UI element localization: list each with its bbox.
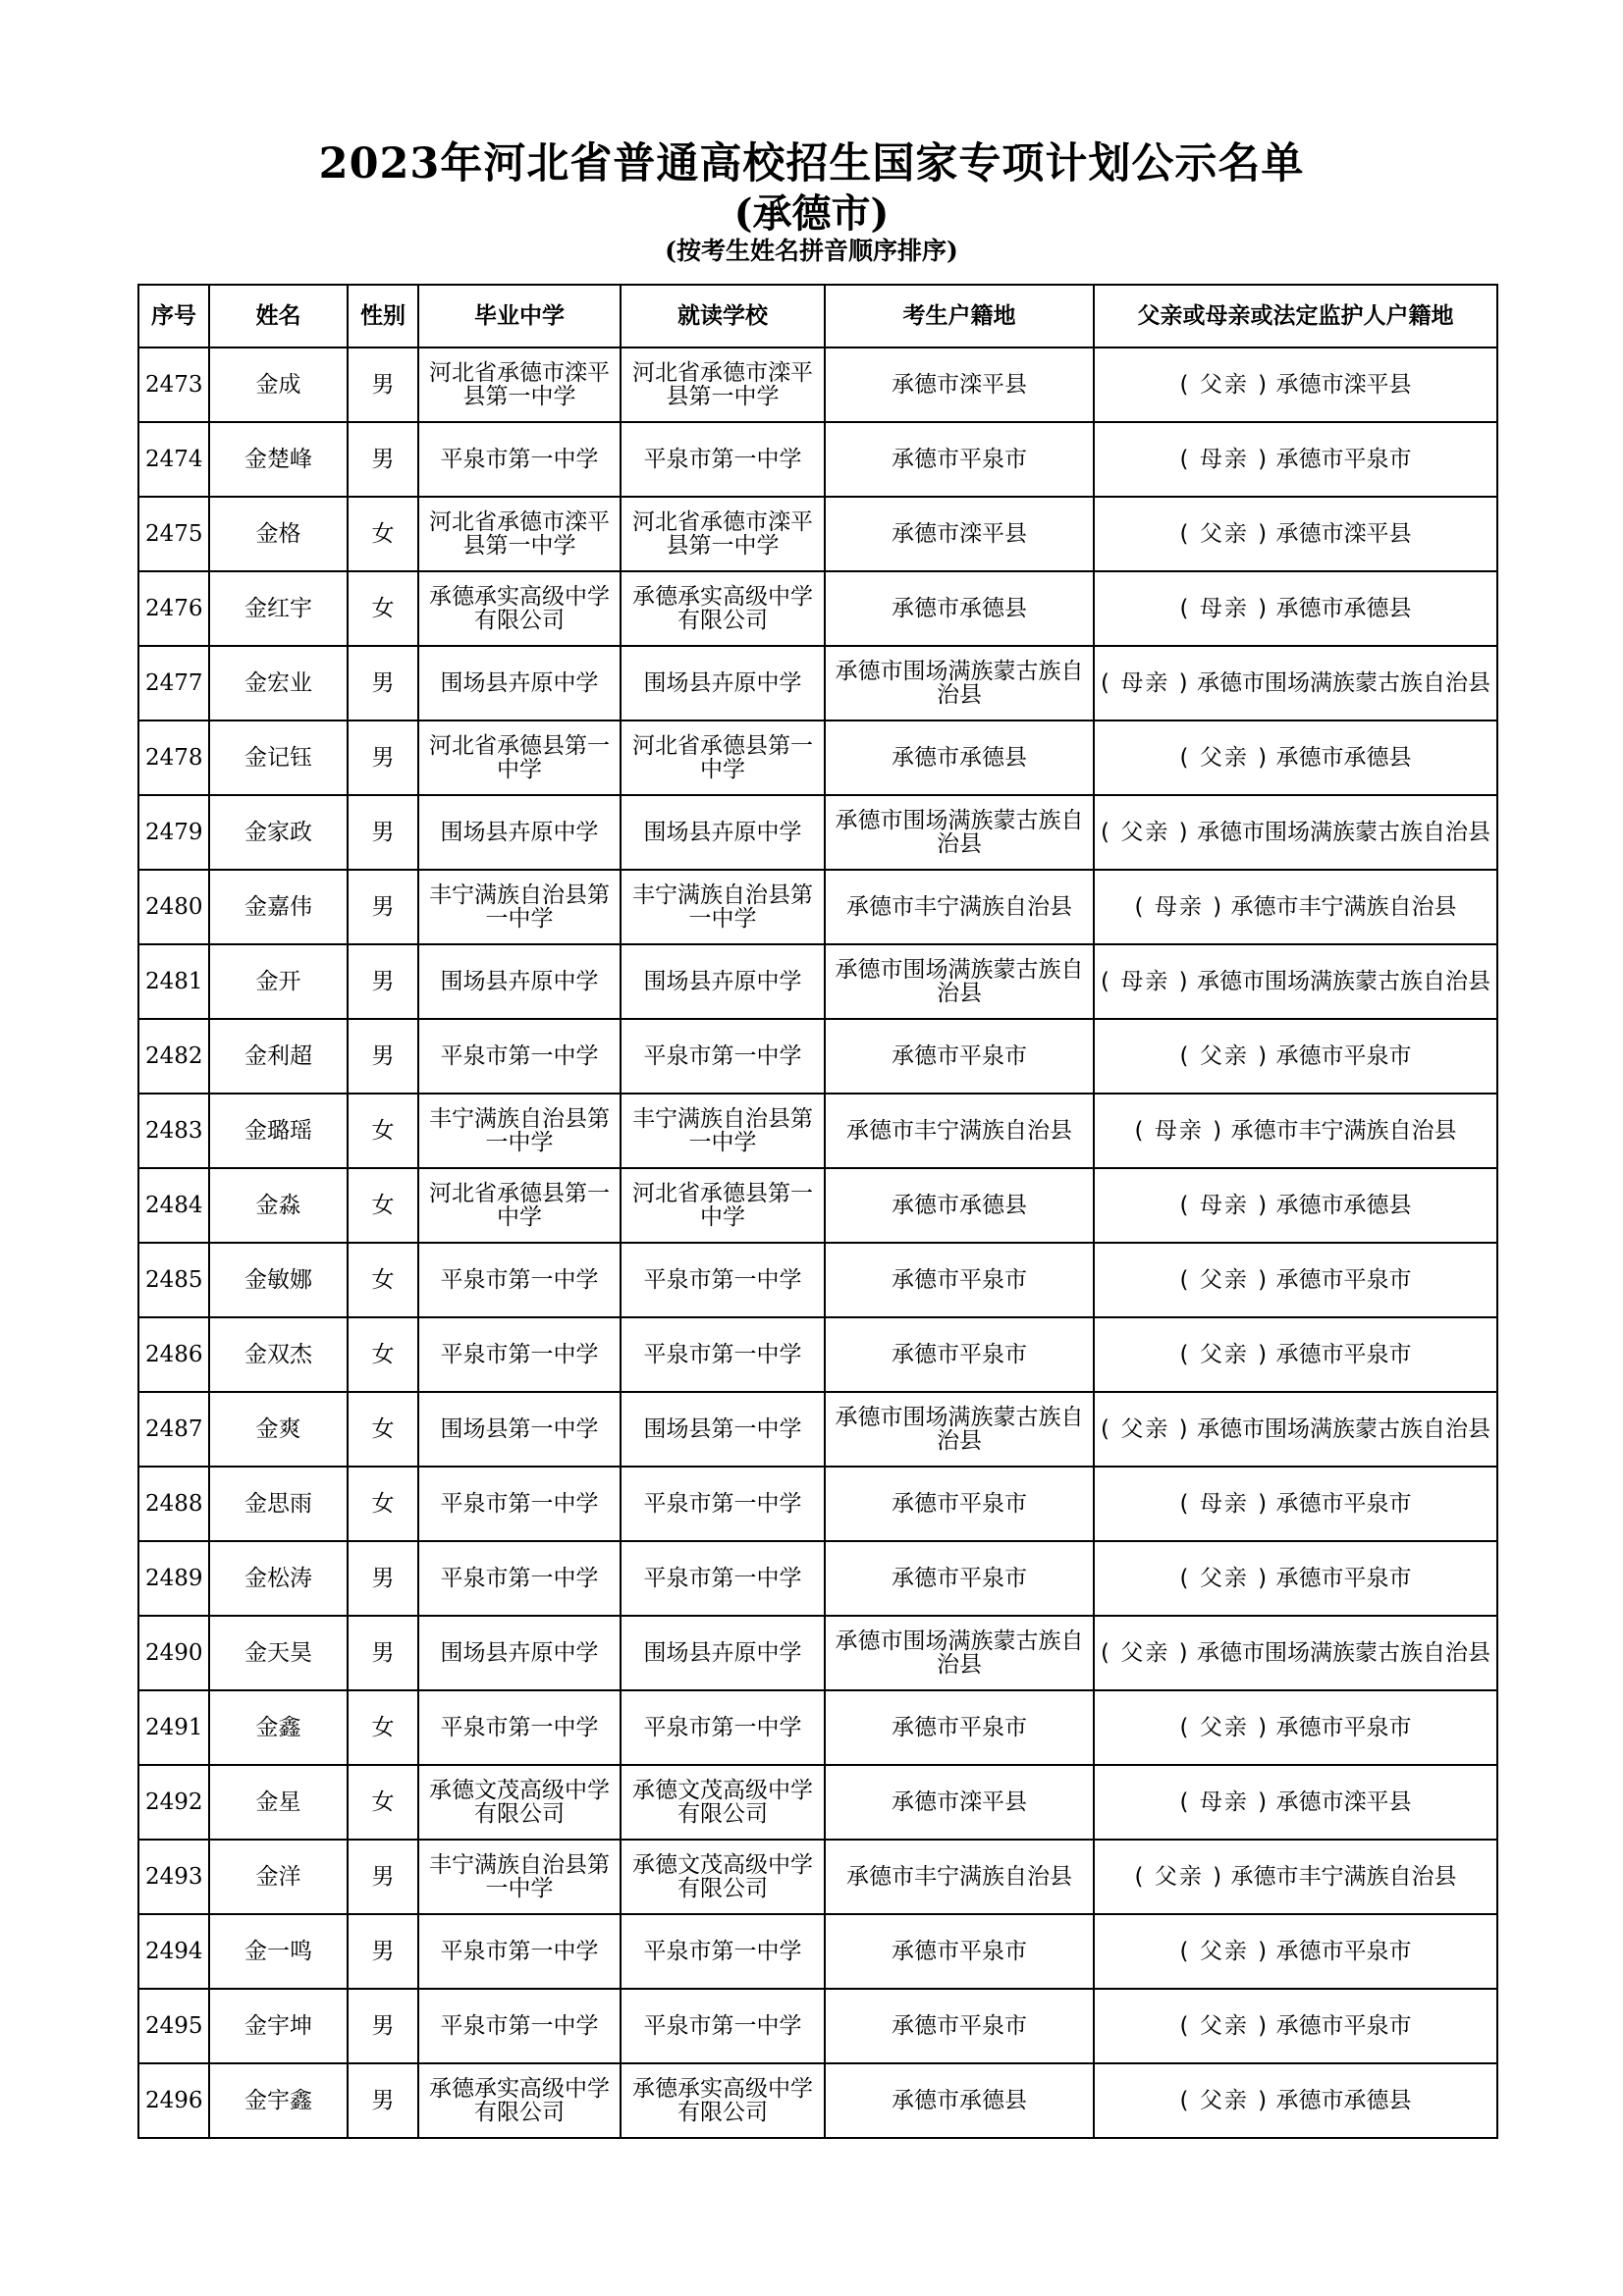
table-row: [138, 646, 1497, 721]
guardian-hukou: 承德市围场满族蒙古族自治县: [1196, 670, 1490, 696]
guardian-hukou: 承德市平泉市: [1275, 2013, 1412, 2039]
table-row: [138, 721, 1497, 795]
cell-study-school: 河北省承德县第一中学: [621, 1168, 825, 1243]
table-row: [138, 1616, 1497, 1690]
cell-study-school: 平泉市第一中学: [621, 1243, 825, 1317]
cell-seq: 2486: [138, 1317, 209, 1392]
cell-grad-school: 平泉市第一中学: [418, 1243, 621, 1317]
guardian-relation: ( 父亲 ): [1179, 2088, 1270, 2113]
guardian-relation: ( 母亲 ): [1179, 1491, 1270, 1517]
cell-name: 金记钰: [209, 721, 348, 795]
cell-hukou: 承德市平泉市: [825, 1019, 1094, 1094]
guardian-hukou: 承德市围场满族蒙古族自治县: [1196, 969, 1490, 994]
cell-gender: 女: [348, 1392, 418, 1467]
guardian-relation: ( 父亲 ): [1101, 820, 1190, 845]
guardian-relation: ( 父亲 ): [1179, 1939, 1270, 1964]
cell-hukou: 承德市平泉市: [825, 1914, 1094, 1989]
cell-study-school: 河北省承德市滦平县第一中学: [621, 347, 825, 422]
cell-guardian: [1094, 1765, 1497, 1840]
guardian-relation: ( 父亲 ): [1179, 1267, 1270, 1293]
guardian-hukou: 承德市滦平县: [1275, 1789, 1412, 1815]
cell-hukou: 承德市围场满族蒙古族自治县: [825, 1392, 1094, 1467]
cell-name: 金璐瑶: [209, 1094, 348, 1168]
table-row: [138, 1243, 1497, 1317]
table-row: [138, 497, 1497, 571]
table-row: [138, 870, 1497, 944]
cell-seq: 2488: [138, 1467, 209, 1541]
table-row: [138, 1989, 1497, 2063]
cell-name: 金成: [209, 347, 348, 422]
cell-guardian: [1094, 1094, 1497, 1168]
table-row: [138, 1840, 1497, 1914]
cell-gender: 男: [348, 646, 418, 721]
table-row: [138, 1765, 1497, 1840]
cell-gender: 女: [348, 571, 418, 646]
table-row: [138, 944, 1497, 1019]
header-gender: 性别: [348, 285, 418, 347]
candidate-table: [137, 284, 1498, 2139]
cell-name: 金宏业: [209, 646, 348, 721]
cell-seq: 2477: [138, 646, 209, 721]
table-row: [138, 2063, 1497, 2138]
cell-gender: 男: [348, 1840, 418, 1914]
cell-hukou: 承德市平泉市: [825, 1467, 1094, 1541]
cell-grad-school: 平泉市第一中学: [418, 1317, 621, 1392]
cell-guardian: [1094, 422, 1497, 497]
guardian-hukou: 承德市平泉市: [1275, 1267, 1412, 1293]
cell-hukou: 承德市丰宁满族自治县: [825, 1094, 1094, 1168]
table-header: [138, 285, 1497, 347]
header-row: [138, 285, 1497, 347]
cell-seq: 2474: [138, 422, 209, 497]
guardian-relation: ( 父亲 ): [1101, 1640, 1190, 1666]
cell-grad-school: 围场县卉原中学: [418, 944, 621, 1019]
cell-grad-school: 围场县第一中学: [418, 1392, 621, 1467]
cell-study-school: 平泉市第一中学: [621, 1019, 825, 1094]
cell-name: 金楚峰: [209, 422, 348, 497]
table-row: [138, 1392, 1497, 1467]
cell-name: 金家政: [209, 795, 348, 870]
cell-guardian: [1094, 347, 1497, 422]
cell-hukou: 承德市平泉市: [825, 1243, 1094, 1317]
cell-guardian: [1094, 1019, 1497, 1094]
cell-hukou: 承德市丰宁满族自治县: [825, 1840, 1094, 1914]
sort-note: (按考生姓名拼音顺序排序): [665, 237, 958, 265]
guardian-hukou: 承德市承德县: [1275, 745, 1412, 771]
cell-guardian: [1094, 1840, 1497, 1914]
guardian-hukou: 承德市平泉市: [1275, 447, 1412, 472]
guardian-relation: ( 父亲 ): [1179, 521, 1270, 547]
cell-name: 金格: [209, 497, 348, 571]
guardian-hukou: 承德市平泉市: [1275, 1342, 1412, 1367]
cell-gender: 男: [348, 1019, 418, 1094]
cell-guardian: [1094, 1467, 1497, 1541]
cell-seq: 2478: [138, 721, 209, 795]
cell-study-school: 承德文茂高级中学有限公司: [621, 1765, 825, 1840]
cell-guardian: [1094, 497, 1497, 571]
header-seq: 序号: [138, 285, 209, 347]
cell-study-school: 平泉市第一中学: [621, 1914, 825, 1989]
cell-seq: 2482: [138, 1019, 209, 1094]
cell-grad-school: 围场县卉原中学: [418, 1616, 621, 1690]
cell-guardian: [1094, 795, 1497, 870]
cell-gender: 女: [348, 1317, 418, 1392]
cell-gender: 女: [348, 497, 418, 571]
table-row: [138, 571, 1497, 646]
cell-guardian: [1094, 646, 1497, 721]
guardian-relation: ( 母亲 ): [1179, 596, 1270, 621]
cell-gender: 女: [348, 1690, 418, 1765]
cell-study-school: 围场县卉原中学: [621, 795, 825, 870]
guardian-hukou: 承德市滦平县: [1275, 521, 1412, 547]
header-name: 姓名: [209, 285, 348, 347]
cell-hukou: 承德市滦平县: [825, 347, 1094, 422]
table-row: [138, 1541, 1497, 1616]
cell-guardian: [1094, 721, 1497, 795]
cell-hukou: 承德市围场满族蒙古族自治县: [825, 795, 1094, 870]
cell-name: 金利超: [209, 1019, 348, 1094]
cell-seq: 2479: [138, 795, 209, 870]
cell-name: 金淼: [209, 1168, 348, 1243]
table-row: [138, 1914, 1497, 1989]
cell-gender: 女: [348, 1168, 418, 1243]
cell-guardian: [1094, 1541, 1497, 1616]
table-row: [138, 795, 1497, 870]
cell-study-school: 围场县卉原中学: [621, 646, 825, 721]
cell-study-school: 河北省承德市滦平县第一中学: [621, 497, 825, 571]
cell-hukou: 承德市滦平县: [825, 1765, 1094, 1840]
guardian-hukou: 承德市围场满族蒙古族自治县: [1196, 1640, 1490, 1666]
cell-study-school: 围场县卉原中学: [621, 944, 825, 1019]
guardian-relation: ( 母亲 ): [1101, 670, 1190, 696]
guardian-hukou: 承德市丰宁满族自治县: [1230, 894, 1457, 920]
guardian-relation: ( 母亲 ): [1101, 969, 1190, 994]
cell-guardian: [1094, 1914, 1497, 1989]
guardian-hukou: 承德市围场满族蒙古族自治县: [1196, 1416, 1490, 1442]
cell-seq: 2475: [138, 497, 209, 571]
cell-guardian: [1094, 1989, 1497, 2063]
guardian-hukou: 承德市承德县: [1275, 1193, 1412, 1218]
cell-hukou: 承德市平泉市: [825, 1541, 1094, 1616]
document-subtitle: (承德市): [733, 190, 890, 237]
guardian-hukou: 承德市丰宁满族自治县: [1230, 1118, 1457, 1144]
cell-grad-school: 平泉市第一中学: [418, 422, 621, 497]
cell-guardian: [1094, 1243, 1497, 1317]
guardian-hukou: 承德市平泉市: [1275, 1491, 1412, 1517]
cell-grad-school: 围场县卉原中学: [418, 646, 621, 721]
guardian-hukou: 承德市平泉市: [1275, 1566, 1412, 1591]
cell-name: 金爽: [209, 1392, 348, 1467]
cell-study-school: 围场县卉原中学: [621, 1616, 825, 1690]
cell-seq: 2491: [138, 1690, 209, 1765]
guardian-hukou: 承德市平泉市: [1275, 1043, 1412, 1069]
cell-gender: 男: [348, 1616, 418, 1690]
cell-grad-school: 河北省承德市滦平县第一中学: [418, 347, 621, 422]
cell-gender: 男: [348, 347, 418, 422]
header-grad-school: 毕业中学: [418, 285, 621, 347]
cell-guardian: [1094, 1690, 1497, 1765]
cell-name: 金洋: [209, 1840, 348, 1914]
cell-grad-school: 平泉市第一中学: [418, 1019, 621, 1094]
cell-study-school: 河北省承德县第一中学: [621, 721, 825, 795]
cell-study-school: 平泉市第一中学: [621, 1690, 825, 1765]
cell-name: 金思雨: [209, 1467, 348, 1541]
cell-name: 金星: [209, 1765, 348, 1840]
cell-hukou: 承德市平泉市: [825, 1690, 1094, 1765]
guardian-hukou: 承德市平泉市: [1275, 1939, 1412, 1964]
cell-seq: 2480: [138, 870, 209, 944]
cell-hukou: 承德市承德县: [825, 571, 1094, 646]
cell-seq: 2494: [138, 1914, 209, 1989]
cell-name: 金松涛: [209, 1541, 348, 1616]
cell-name: 金宇鑫: [209, 2063, 348, 2138]
cell-hukou: 承德市承德县: [825, 2063, 1094, 2138]
table-row: [138, 1019, 1497, 1094]
cell-gender: 男: [348, 870, 418, 944]
cell-guardian: [1094, 1317, 1497, 1392]
cell-seq: 2487: [138, 1392, 209, 1467]
cell-hukou: 承德市围场满族蒙古族自治县: [825, 646, 1094, 721]
table-row: [138, 422, 1497, 497]
cell-gender: 女: [348, 1765, 418, 1840]
cell-guardian: [1094, 870, 1497, 944]
cell-guardian: [1094, 944, 1497, 1019]
cell-guardian: [1094, 1616, 1497, 1690]
cell-hukou: 承德市承德县: [825, 1168, 1094, 1243]
cell-grad-school: 平泉市第一中学: [418, 1989, 621, 2063]
guardian-relation: ( 父亲 ): [1179, 372, 1270, 398]
cell-study-school: 丰宁满族自治县第一中学: [621, 870, 825, 944]
guardian-relation: ( 母亲 ): [1179, 1193, 1270, 1218]
cell-seq: 2490: [138, 1616, 209, 1690]
cell-seq: 2473: [138, 347, 209, 422]
cell-grad-school: 河北省承德市滦平县第一中学: [418, 497, 621, 571]
guardian-hukou: 承德市围场满族蒙古族自治县: [1196, 820, 1490, 845]
guardian-relation: ( 父亲 ): [1101, 1416, 1190, 1442]
cell-seq: 2481: [138, 944, 209, 1019]
cell-name: 金双杰: [209, 1317, 348, 1392]
cell-seq: 2484: [138, 1168, 209, 1243]
cell-grad-school: 丰宁满族自治县第一中学: [418, 870, 621, 944]
cell-hukou: 承德市平泉市: [825, 1989, 1094, 2063]
guardian-hukou: 承德市平泉市: [1275, 1715, 1412, 1740]
cell-study-school: 丰宁满族自治县第一中学: [621, 1094, 825, 1168]
cell-guardian: [1094, 571, 1497, 646]
table-row: [138, 1690, 1497, 1765]
cell-seq: 2495: [138, 1989, 209, 2063]
cell-gender: 男: [348, 422, 418, 497]
cell-gender: 男: [348, 1914, 418, 1989]
cell-seq: 2496: [138, 2063, 209, 2138]
guardian-relation: ( 父亲 ): [1179, 1043, 1270, 1069]
cell-study-school: 围场县第一中学: [621, 1392, 825, 1467]
cell-grad-school: 河北省承德县第一中学: [418, 721, 621, 795]
guardian-relation: ( 母亲 ): [1134, 894, 1224, 920]
cell-study-school: 平泉市第一中学: [621, 1467, 825, 1541]
table-row: [138, 1467, 1497, 1541]
cell-hukou: 承德市丰宁满族自治县: [825, 870, 1094, 944]
cell-study-school: 平泉市第一中学: [621, 422, 825, 497]
guardian-hukou: 承德市丰宁满族自治县: [1230, 1864, 1457, 1890]
cell-gender: 男: [348, 1989, 418, 2063]
cell-gender: 女: [348, 1243, 418, 1317]
cell-seq: 2489: [138, 1541, 209, 1616]
table-row: [138, 1168, 1497, 1243]
header-study-school: 就读学校: [621, 285, 825, 347]
cell-grad-school: 承德承实高级中学有限公司: [418, 571, 621, 646]
cell-study-school: 平泉市第一中学: [621, 1317, 825, 1392]
header-guardian-hukou: 父亲或母亲或法定监护人户籍地: [1094, 285, 1497, 347]
cell-name: 金开: [209, 944, 348, 1019]
cell-gender: 女: [348, 1467, 418, 1541]
cell-grad-school: 承德文茂高级中学有限公司: [418, 1765, 621, 1840]
cell-grad-school: 平泉市第一中学: [418, 1541, 621, 1616]
cell-gender: 男: [348, 944, 418, 1019]
cell-hukou: 承德市围场满族蒙古族自治县: [825, 1616, 1094, 1690]
cell-guardian: [1094, 1392, 1497, 1467]
cell-grad-school: 围场县卉原中学: [418, 795, 621, 870]
cell-study-school: 承德承实高级中学有限公司: [621, 571, 825, 646]
cell-name: 金天昊: [209, 1616, 348, 1690]
guardian-relation: ( 父亲 ): [1134, 1864, 1224, 1890]
cell-seq: 2476: [138, 571, 209, 646]
guardian-hukou: 承德市承德县: [1275, 596, 1412, 621]
cell-grad-school: 平泉市第一中学: [418, 1690, 621, 1765]
cell-gender: 男: [348, 721, 418, 795]
cell-hukou: 承德市承德县: [825, 721, 1094, 795]
cell-guardian: [1094, 1168, 1497, 1243]
cell-name: 金嘉伟: [209, 870, 348, 944]
document-title: 2023年河北省普通高校招生国家专项计划公示名单: [318, 139, 1305, 188]
cell-gender: 女: [348, 1094, 418, 1168]
guardian-relation: ( 母亲 ): [1179, 447, 1270, 472]
guardian-relation: ( 父亲 ): [1179, 1566, 1270, 1591]
cell-grad-school: 丰宁满族自治县第一中学: [418, 1094, 621, 1168]
guardian-relation: ( 父亲 ): [1179, 745, 1270, 771]
guardian-relation: ( 母亲 ): [1179, 1789, 1270, 1815]
cell-name: 金鑫: [209, 1690, 348, 1765]
cell-name: 金红宇: [209, 571, 348, 646]
cell-seq: 2493: [138, 1840, 209, 1914]
cell-seq: 2483: [138, 1094, 209, 1168]
cell-grad-school: 平泉市第一中学: [418, 1914, 621, 1989]
table-row: [138, 1094, 1497, 1168]
cell-gender: 男: [348, 1541, 418, 1616]
cell-name: 金一鸣: [209, 1914, 348, 1989]
guardian-hukou: 承德市滦平县: [1275, 372, 1412, 398]
cell-grad-school: 丰宁满族自治县第一中学: [418, 1840, 621, 1914]
guardian-relation: ( 父亲 ): [1179, 2013, 1270, 2039]
cell-name: 金宇坤: [209, 1989, 348, 2063]
cell-seq: 2485: [138, 1243, 209, 1317]
cell-study-school: 承德文茂高级中学有限公司: [621, 1840, 825, 1914]
cell-seq: 2492: [138, 1765, 209, 1840]
guardian-relation: ( 母亲 ): [1134, 1118, 1224, 1144]
cell-guardian: [1094, 2063, 1497, 2138]
cell-hukou: 承德市围场满族蒙古族自治县: [825, 944, 1094, 1019]
cell-gender: 男: [348, 2063, 418, 2138]
table-row: [138, 1317, 1497, 1392]
cell-hukou: 承德市滦平县: [825, 497, 1094, 571]
cell-grad-school: 平泉市第一中学: [418, 1467, 621, 1541]
cell-name: 金敏娜: [209, 1243, 348, 1317]
cell-study-school: 平泉市第一中学: [621, 1989, 825, 2063]
guardian-relation: ( 父亲 ): [1179, 1342, 1270, 1367]
cell-study-school: 承德承实高级中学有限公司: [621, 2063, 825, 2138]
table-row: [138, 347, 1497, 422]
cell-study-school: 平泉市第一中学: [621, 1541, 825, 1616]
guardian-relation: ( 父亲 ): [1179, 1715, 1270, 1740]
cell-grad-school: 承德承实高级中学有限公司: [418, 2063, 621, 2138]
guardian-hukou: 承德市承德县: [1275, 2088, 1412, 2113]
cell-gender: 男: [348, 795, 418, 870]
header-hukou: 考生户籍地: [825, 285, 1094, 347]
table-body: [138, 347, 1497, 2138]
cell-grad-school: 河北省承德县第一中学: [418, 1168, 621, 1243]
cell-hukou: 承德市平泉市: [825, 1317, 1094, 1392]
cell-hukou: 承德市平泉市: [825, 422, 1094, 497]
